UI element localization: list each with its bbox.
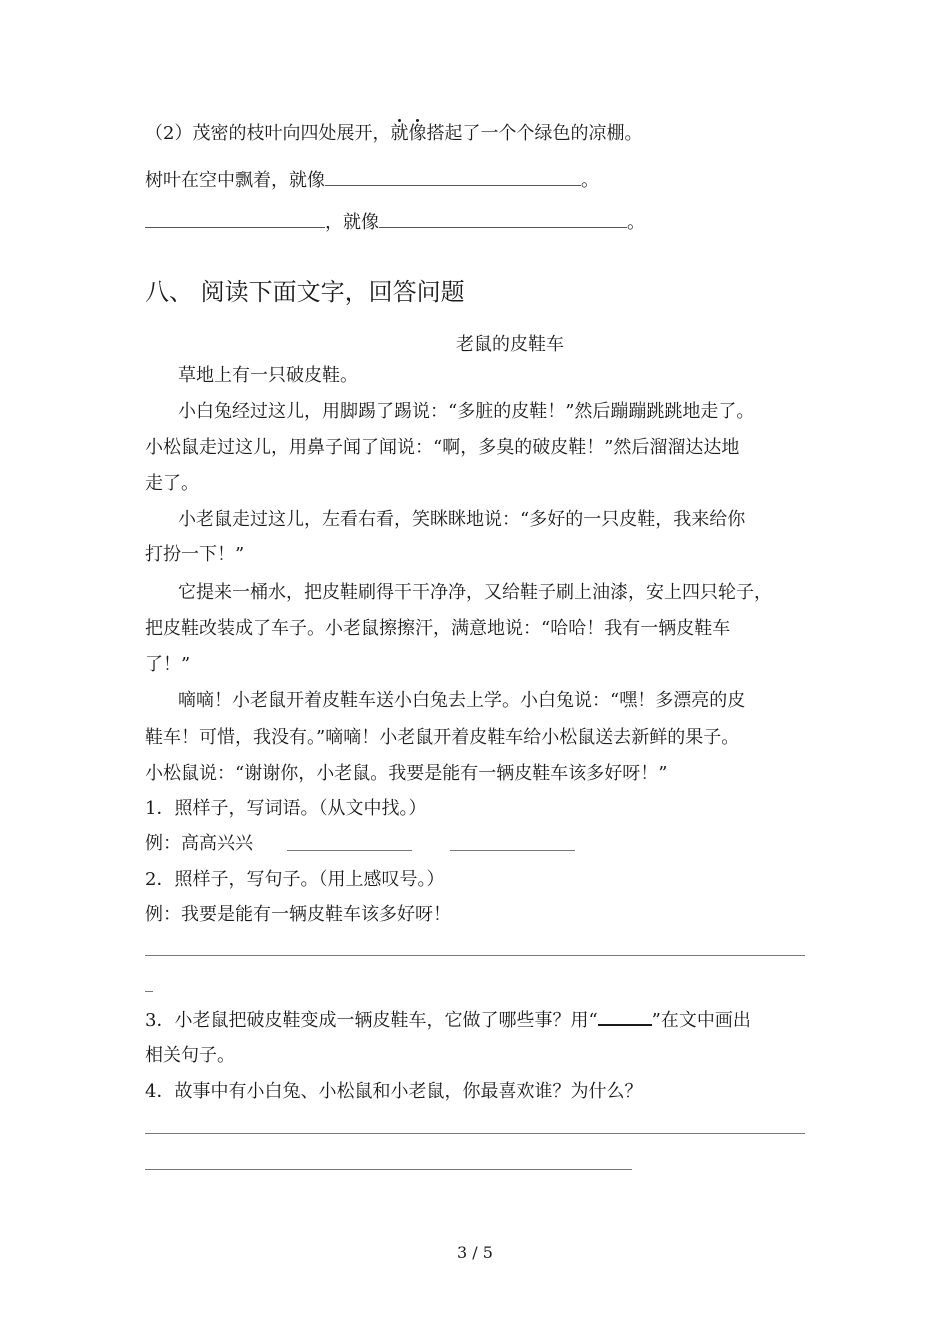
answer-blank[interactable]: [325, 167, 581, 186]
answer-line[interactable]: [145, 1133, 805, 1134]
story-paragraph: 打扮一下！”: [145, 544, 245, 565]
question-3-line2: 相关句子。: [145, 1045, 235, 1066]
q7-line1-prefix: 树叶在空中飘着，就像: [145, 170, 325, 191]
answer-blank[interactable]: [450, 850, 575, 851]
story-paragraph: 嘀嘀！小老鼠开着皮鞋车送小白兔去上学。小白兔说：“嘿！多漂亮的皮: [178, 690, 746, 711]
story-paragraph: 小老鼠走过这儿，左看右看，笑眯眯地说：“多好的一只皮鞋，我来给你: [178, 509, 746, 530]
underline-sample: [598, 1008, 652, 1026]
answer-line[interactable]: [145, 1169, 632, 1170]
q7-line1-suffix: 。: [581, 170, 599, 191]
question-4: 4．故事中有小白兔、小松鼠和小老鼠，你最喜欢谁？为什么？: [145, 1081, 643, 1102]
question-2: 2．照样子，写句子。（用上感叹号。）: [145, 869, 445, 890]
story-paragraph: 它提来一桶水，把皮鞋刷得干干净净，又给鞋子刷上油漆，安上四只轮子，: [178, 582, 772, 603]
question-3: [145, 1008, 751, 1033]
story-paragraph: 了！”: [145, 654, 191, 675]
answer-line[interactable]: [145, 955, 805, 956]
answer-line-stub: [145, 991, 153, 992]
q7-item2-prefix: （2）茂密的枝叶向四处展开，: [145, 123, 391, 144]
emphasis-char-2: 像: [408, 123, 427, 144]
story-paragraph: 走了。: [145, 473, 199, 494]
story-paragraph: 小松鼠走过这儿，用鼻子闻了闻说：“啊，多臭的破皮鞋！”然后溜溜达达地: [145, 437, 740, 458]
q7-line2: [145, 209, 645, 235]
story-title: 老鼠的皮鞋车: [456, 334, 564, 355]
q7-line2-suffix: 。: [627, 212, 645, 233]
story-paragraph: 小松鼠说：“谢谢你，小老鼠。我要是能有一辆皮鞋车该多好呀！”: [145, 763, 668, 784]
question-3-text-end: ”在文中画出: [651, 1010, 751, 1031]
section-heading: 八、 阅读下面文字，回答问题: [145, 278, 465, 306]
story-paragraph: 草地上有一只破皮鞋。: [178, 365, 358, 386]
q7-item2-suffix: 搭起了一个个绿色的凉棚。: [426, 123, 643, 144]
question-2-example: 例：我要是能有一辆皮鞋车该多好呀！: [145, 904, 451, 925]
question-1-example-text: 例：高高兴兴: [145, 833, 253, 854]
question-1-example: [145, 832, 253, 856]
answer-blank[interactable]: [145, 209, 325, 228]
story-paragraph: 把皮鞋改装成了车子。小老鼠擦擦汗，满意地说：“哈哈！我有一辆皮鞋车: [145, 618, 731, 639]
answer-blank[interactable]: [379, 209, 627, 228]
page-number: 3 / 5: [457, 1243, 493, 1262]
story-paragraph: 小白兔经过这儿，用脚踢了踢说：“多脏的皮鞋！”然后蹦蹦跳跳地走了。: [178, 401, 755, 422]
q7-line2-mid: ，就像: [325, 212, 379, 233]
answer-blank[interactable]: [287, 850, 412, 851]
q7-line1: [145, 167, 599, 193]
q7-item2: [145, 122, 642, 146]
question-1: 1．照样子，写词语。（从文中找。）: [145, 798, 427, 819]
emphasis-char-1: 就: [390, 123, 409, 144]
question-3-text: 3．小老鼠把破皮鞋变成一辆皮鞋车，它做了哪些事？用“: [145, 1010, 598, 1031]
story-paragraph: 鞋车！可惜，我没有。”嘀嘀！小老鼠开着皮鞋车给小松鼠送去新鲜的果子。: [145, 727, 740, 748]
